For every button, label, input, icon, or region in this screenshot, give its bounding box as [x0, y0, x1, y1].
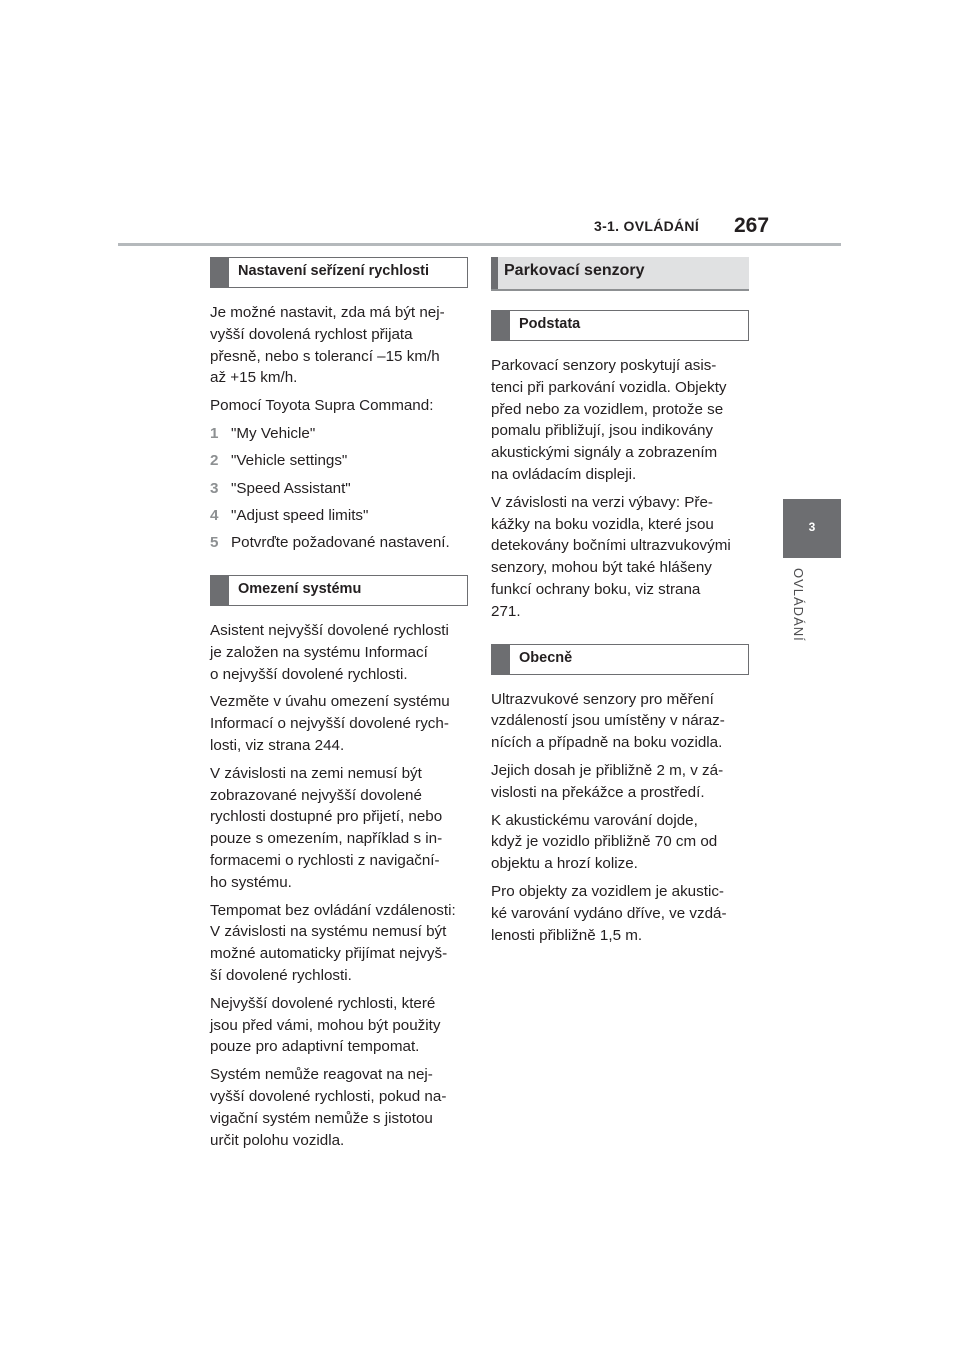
section-heading-system-limits: [210, 575, 468, 606]
heading-marker: [491, 257, 498, 289]
paragraph: Pro objekty za vozidlem je akustic- ké varování vydáno dříve, ve vzdá- lenosti přibližně 1,5 m.: [491, 882, 727, 944]
chapter-label: OVLÁDÁNÍ: [791, 568, 806, 642]
step-number: 4: [210, 506, 219, 524]
section-heading-speed-adjust: [210, 257, 468, 288]
section-header: 3-1. OVLÁDÁNÍ: [594, 218, 700, 234]
section-speed-adjust-body: [210, 302, 468, 417]
paragraph: Je možné nastavit, zda má být nej- vyšší dovolená rychlost přijata přesně, nebo s tolerancí –15 km/h až +15 km/h.: [210, 304, 445, 387]
header-divider: [118, 243, 841, 246]
step-number: 1: [210, 424, 219, 442]
paragraph: Pomocí Toyota Supra Command:: [210, 397, 434, 415]
paragraph: Nejvyšší dovolené rychlosti, které jsou před vámi, mohou být použity pouze pro adaptivní tempomat.: [210, 994, 441, 1056]
heading-marker: [491, 644, 510, 675]
step-text: "Speed Assistant": [231, 479, 351, 497]
paragraph: V závislosti na zemi nemusí být zobrazované nejvyšší dovolené rychlosti dostupné pro přijetí, nebo pouze s omezením, například s in- formacemi o rychlosti z navigační- ho systému.: [210, 764, 443, 891]
paragraph: Systém nemůže reagovat na nej- vyšší dovolené rychlosti, pokud na- vigační systém nemůže s jistotou určit polohu vozidla.: [210, 1066, 447, 1149]
paragraph: V závislosti na verzi výbavy: Pře- kážky na boku vozidla, které jsou detekovány bočními ultrazvukovými senzory, mohou být také hlášeny funkcí ochrany boku, viz strana 271.: [491, 493, 731, 620]
chapter-tab: 3: [783, 499, 841, 558]
section-system-limits-body: [210, 620, 468, 1151]
heading-text: Omezení systému: [238, 580, 362, 597]
paragraph: Asistent nejvyšší dovolené rychlosti je založen na systému Informací o nejvyšší dovolené rychlosti.: [210, 621, 449, 683]
step-text: "My Vehicle": [231, 424, 316, 442]
section-general-body: [491, 689, 749, 947]
page-number: 267: [734, 214, 770, 237]
step-item: [210, 478, 468, 500]
paragraph: Jejich dosah je přibližně 2 m, v zá- vislosti na překážce a prostředí.: [491, 761, 724, 801]
step-item: [210, 532, 468, 554]
section-heading-general: [491, 644, 749, 675]
heading-text: Nastavení seřízení rychlosti: [238, 263, 429, 279]
paragraph: Ultrazvukové senzory pro měření vzdáleností jsou umístěny v náraz- nících a případně na boku vozidla.: [491, 690, 725, 752]
main-heading-text: Parkovací senzory: [504, 262, 645, 279]
left-column: [210, 257, 468, 1157]
step-text: "Adjust speed limits": [231, 506, 369, 524]
section-principle-body: [491, 355, 749, 623]
heading-marker: [210, 257, 229, 288]
main-heading-parking-sensors: [491, 257, 749, 291]
step-text: "Vehicle settings": [231, 452, 348, 470]
step-number: 3: [210, 479, 219, 497]
step-item: [210, 423, 468, 445]
right-column: [491, 257, 749, 952]
section-heading-principle: [491, 310, 749, 341]
step-number: 2: [210, 452, 219, 470]
step-text: Potvrďte požadované nastavení.: [231, 534, 450, 552]
paragraph: K akustickému varování dojde, když je vozidlo přibližně 70 cm od objektu a hrozí kolize.: [491, 811, 718, 873]
steps-list: [210, 423, 468, 554]
step-number: 5: [210, 534, 219, 552]
step-item: [210, 450, 468, 472]
step-item: [210, 505, 468, 527]
heading-text: Podstata: [519, 316, 581, 332]
paragraph: Tempomat bez ovládání vzdálenosti: V závislosti na systému nemusí být možné automaticky přijímat nejvyš- ší dovolené rychlosti.: [210, 901, 456, 984]
paragraph: Parkovací senzory poskytují asis- tenci při parkování vozidla. Objekty před nebo za vozidlem, protože se pomalu přibližují, jsou indikovány akustickými signály a zobrazením na ovládacím displeji.: [491, 357, 727, 483]
paragraph: Vezměte v úvahu omezení systému Informací o nejvyšší dovolené rych- losti, viz strana 244.: [210, 693, 450, 754]
heading-marker: [210, 575, 229, 606]
heading-text: Obecně: [519, 649, 573, 666]
heading-marker: [491, 310, 510, 341]
